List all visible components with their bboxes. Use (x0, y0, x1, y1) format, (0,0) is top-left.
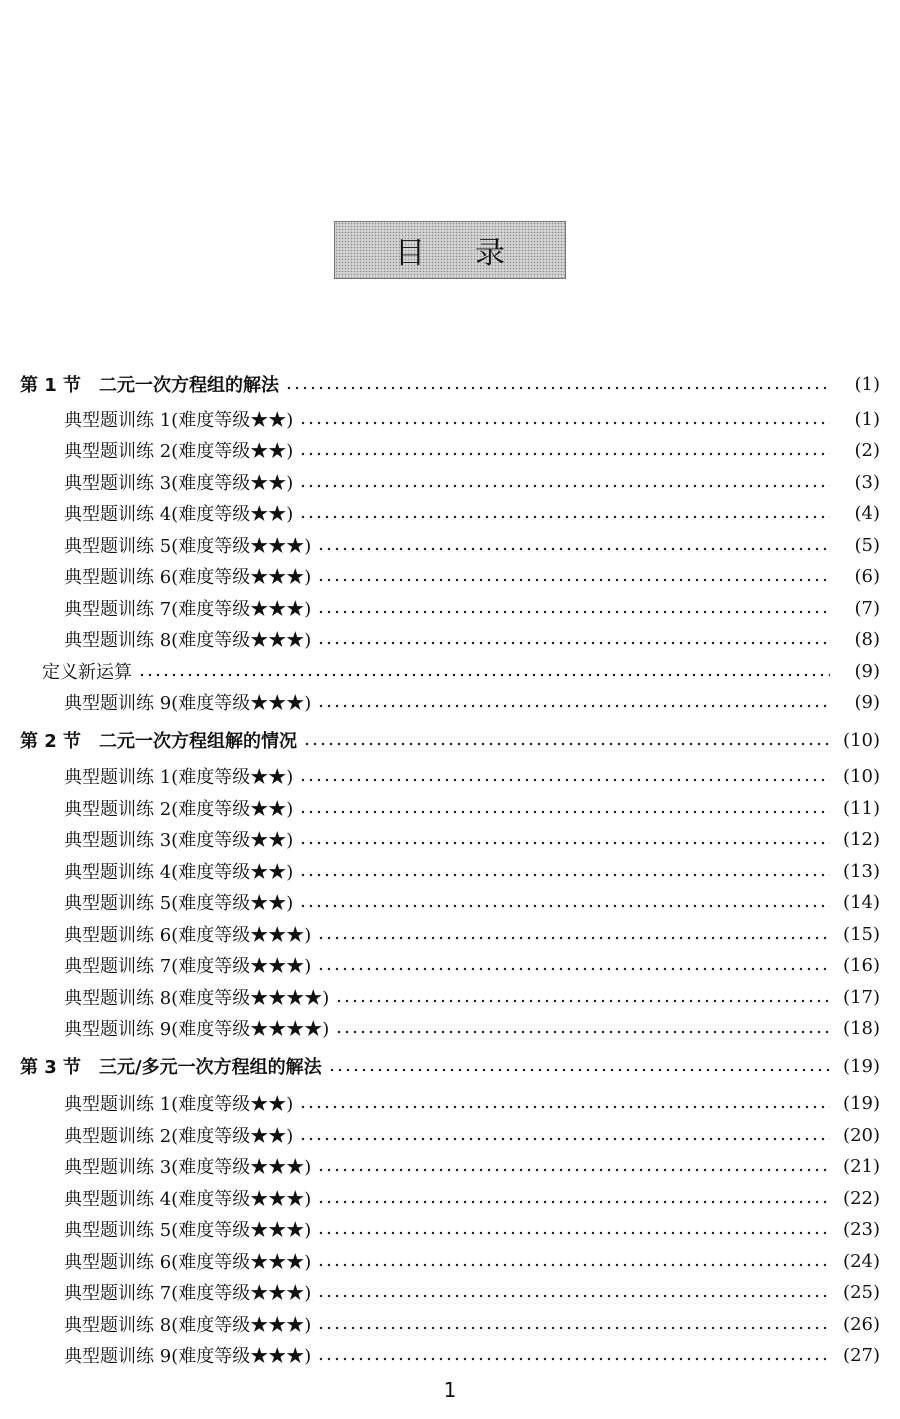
toc-dot-leader (317, 594, 830, 622)
toc-page-ref: (15) (843, 923, 880, 945)
toc-entry-label: 典型题训练 9(难度等级★★★) (64, 693, 312, 714)
toc-entry-label: 典型题训练 8(难度等级★★★) (64, 630, 312, 651)
toc-dot-leader (299, 499, 830, 527)
toc-dot-leader (317, 625, 830, 653)
toc-entry-row[interactable] (64, 1215, 880, 1243)
toc-page-ref: (9) (854, 691, 880, 713)
toc-dot-leader (299, 1089, 830, 1117)
toc-dot-leader (317, 1215, 830, 1243)
page-number: 1 (443, 1378, 457, 1402)
toc-dot-leader (299, 1121, 830, 1149)
toc-dot-leader (317, 688, 830, 716)
toc-entry-row[interactable] (64, 920, 880, 948)
toc-page-ref: (24) (843, 1250, 880, 1272)
toc-entry-label: 典型题训练 2(难度等级★★) (64, 441, 294, 462)
toc-page-ref: (3) (854, 471, 880, 493)
toc-entry-label: 典型题训练 5(难度等级★★★) (64, 536, 312, 557)
toc-entry-label: 典型题训练 6(难度等级★★★) (64, 925, 312, 946)
toc-page-ref: (5) (854, 534, 880, 556)
toc-page-ref: (14) (843, 891, 880, 913)
toc-entry-row[interactable] (64, 1121, 880, 1149)
toc-entry-row[interactable] (64, 857, 880, 885)
toc-page-ref: (26) (843, 1313, 880, 1335)
toc-page-ref: (10) (843, 729, 880, 751)
toc-page-ref: (9) (854, 660, 880, 682)
toc-entry-row[interactable] (64, 1152, 880, 1180)
toc-entry-label: 典型题训练 4(难度等级★★★) (64, 1189, 312, 1210)
toc-page-ref: (10) (843, 765, 880, 787)
toc-entry-row[interactable] (64, 762, 880, 790)
toc-entry-label: 典型题训练 7(难度等级★★★) (64, 599, 312, 620)
toc-entry-label: 典型题训练 9(难度等级★★★) (64, 1346, 312, 1367)
toc-dot-leader (299, 888, 830, 916)
toc-entry-row[interactable] (64, 888, 880, 916)
toc-entry-row[interactable] (64, 688, 880, 716)
toc-dot-leader (299, 857, 830, 885)
toc-entry-label: 典型题训练 2(难度等级★★) (64, 1126, 294, 1147)
toc-dot-leader (328, 1052, 830, 1080)
toc-page-ref: (27) (843, 1344, 880, 1366)
toc-dot-leader (299, 825, 830, 853)
toc-page-ref: (11) (843, 797, 880, 819)
toc-page-ref: (1) (854, 408, 880, 430)
toc-page-ref: (8) (854, 628, 880, 650)
toc-entry-row[interactable] (64, 625, 880, 653)
toc-dot-leader (317, 1341, 830, 1369)
toc-entry-label: 典型题训练 5(难度等级★★★) (64, 1220, 312, 1241)
toc-entry-row[interactable] (64, 1014, 880, 1042)
toc-entry-row[interactable] (64, 1278, 880, 1306)
toc-section-row[interactable] (20, 1052, 880, 1080)
toc-dot-leader (299, 794, 830, 822)
toc-entry-label: 典型题训练 1(难度等级★★) (64, 410, 294, 431)
toc-entry-label: 典型题训练 6(难度等级★★★) (64, 567, 312, 588)
toc-section-row[interactable] (20, 726, 880, 754)
toc-entry-row[interactable] (64, 594, 880, 622)
toc-entry-row[interactable] (64, 1247, 880, 1275)
toc-dot-leader (317, 1184, 830, 1212)
toc-entry-label: 典型题训练 3(难度等级★★★) (64, 1157, 312, 1178)
toc-entry-row[interactable] (64, 531, 880, 559)
toc-page-ref: (17) (843, 986, 880, 1008)
toc-entry-label: 典型题训练 2(难度等级★★) (64, 799, 294, 820)
toc-page-ref: (7) (854, 597, 880, 619)
toc-page-ref: (22) (843, 1187, 880, 1209)
toc-entry-label: 第 3 节 三元/多元一次方程组的解法 (20, 1057, 322, 1078)
toc-dot-leader (317, 1152, 830, 1180)
toc-entry-label: 典型题训练 5(难度等级★★) (64, 893, 294, 914)
toc-entry-label: 典型题训练 8(难度等级★★★★) (64, 988, 330, 1009)
toc-entry-row[interactable] (64, 562, 880, 590)
toc-entry-label: 典型题训练 7(难度等级★★★) (64, 956, 312, 977)
toc-entry-row[interactable] (42, 657, 880, 685)
toc-dot-leader (317, 531, 830, 559)
toc-entry-label: 典型题训练 4(难度等级★★) (64, 862, 294, 883)
toc-entry-row[interactable] (64, 983, 880, 1011)
toc-dot-leader (335, 983, 830, 1011)
toc-dot-leader (317, 1247, 830, 1275)
toc-entry-label: 典型题训练 8(难度等级★★★) (64, 1315, 312, 1336)
toc-entry-label: 典型题训练 1(难度等级★★) (64, 1094, 294, 1115)
toc-entry-row[interactable] (64, 794, 880, 822)
toc-page-ref: (23) (843, 1218, 880, 1240)
toc-page-ref: (12) (843, 828, 880, 850)
toc-dot-leader (299, 468, 830, 496)
toc-entry-row[interactable] (64, 951, 880, 979)
toc-entry-label: 定义新运算 (42, 662, 132, 683)
toc-dot-leader (299, 436, 830, 464)
toc-entry-label: 典型题训练 3(难度等级★★) (64, 830, 294, 851)
toc-page-ref: (4) (854, 502, 880, 524)
toc-dot-leader (317, 951, 830, 979)
toc-dot-leader (299, 762, 830, 790)
toc-section-row[interactable] (20, 370, 880, 398)
toc-page-ref: (20) (843, 1124, 880, 1146)
toc-entry-row[interactable] (64, 405, 880, 433)
toc-entry-label: 第 1 节 二元一次方程组的解法 (20, 375, 280, 396)
toc-page-ref: (19) (843, 1092, 880, 1114)
toc-dot-leader (303, 726, 830, 754)
toc-page-ref: (2) (854, 439, 880, 461)
toc-entry-label: 典型题训练 3(难度等级★★) (64, 473, 294, 494)
toc-entry-row[interactable] (64, 825, 880, 853)
toc-entry-row[interactable] (64, 499, 880, 527)
toc-dot-leader (317, 1310, 830, 1338)
toc-page-ref: (6) (854, 565, 880, 587)
toc-dot-leader (317, 562, 830, 590)
toc-dot-leader (285, 370, 830, 398)
toc-dot-leader (317, 1278, 830, 1306)
toc-entry-row[interactable] (64, 1184, 880, 1212)
toc-entry-label: 典型题训练 1(难度等级★★) (64, 767, 294, 788)
toc-page-ref: (21) (843, 1155, 880, 1177)
toc-entry-row[interactable] (64, 436, 880, 464)
toc-entry-row[interactable] (64, 1310, 880, 1338)
toc-page-ref: (25) (843, 1281, 880, 1303)
toc-entry-label: 典型题训练 9(难度等级★★★★) (64, 1019, 330, 1040)
toc-page-ref: (19) (843, 1055, 880, 1077)
toc-page-ref: (13) (843, 860, 880, 882)
toc-entry-row[interactable] (64, 1341, 880, 1369)
toc-dot-leader (317, 920, 830, 948)
toc-title: 目录 (395, 236, 555, 271)
toc-entry-label: 第 2 节 二元一次方程组解的情况 (20, 731, 298, 752)
toc-entry-row[interactable] (64, 468, 880, 496)
toc-dot-leader (335, 1014, 830, 1042)
toc-entry-label: 典型题训练 7(难度等级★★★) (64, 1283, 312, 1304)
toc-entry-label: 典型题训练 4(难度等级★★) (64, 504, 294, 525)
toc-entry-label: 典型题训练 6(难度等级★★★) (64, 1252, 312, 1273)
toc-page-ref: (1) (854, 373, 880, 395)
toc-page-ref: (16) (843, 954, 880, 976)
toc-page-ref: (18) (843, 1017, 880, 1039)
toc-dot-leader (138, 657, 830, 685)
toc-entry-row[interactable] (64, 1089, 880, 1117)
toc-dot-leader (299, 405, 830, 433)
